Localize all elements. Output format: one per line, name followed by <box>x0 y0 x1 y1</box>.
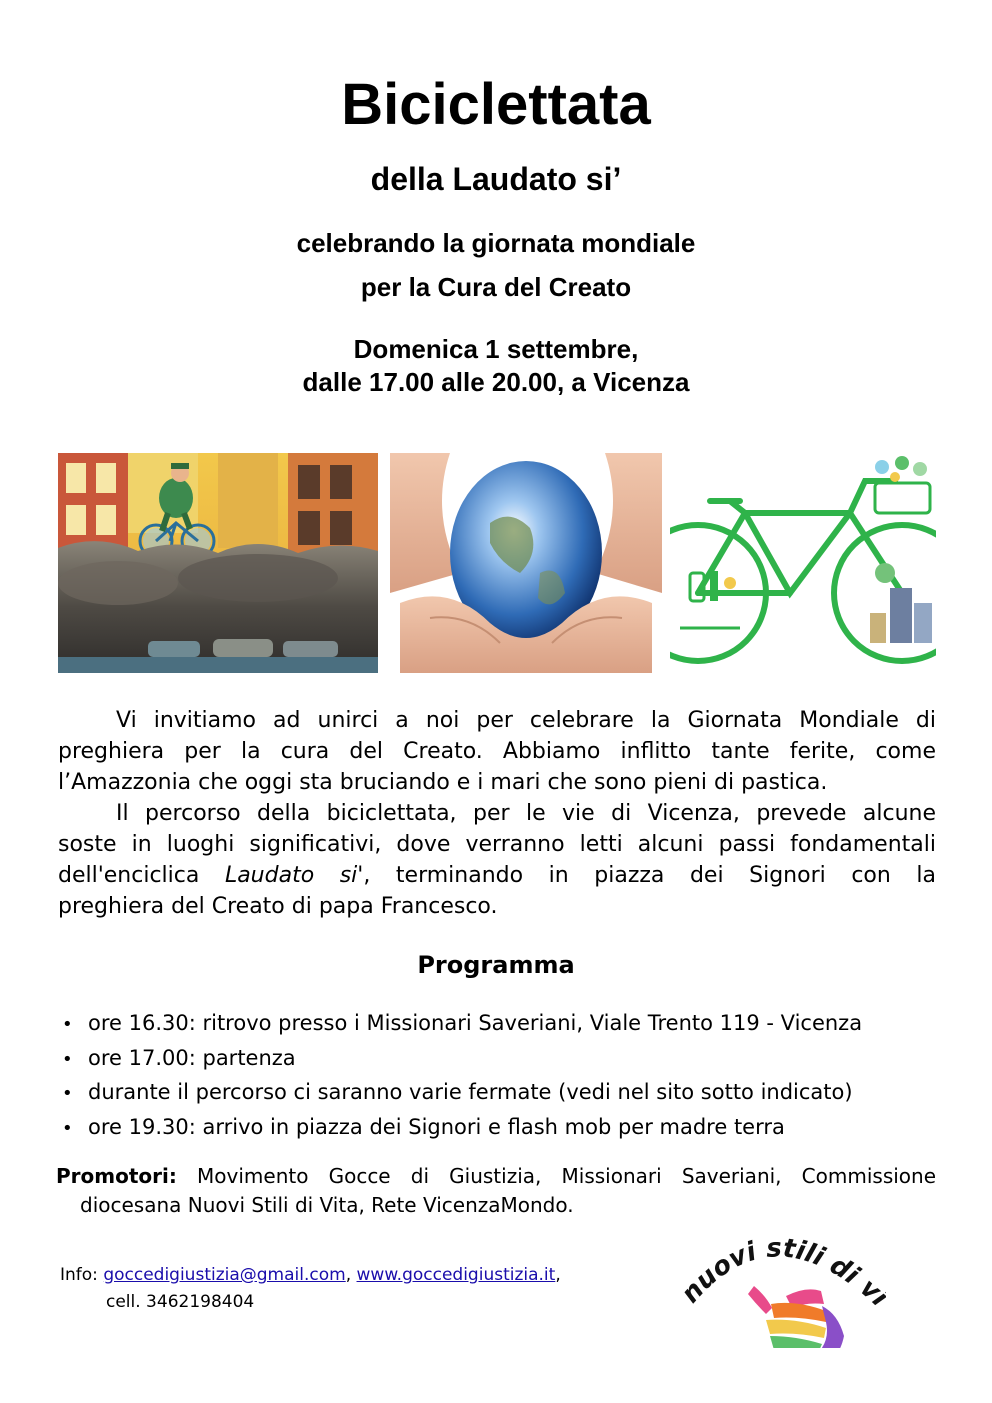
website-link[interactable]: www.goccedigiustizia.it <box>356 1265 556 1285</box>
email-link[interactable]: goccedigiustizia@gmail.com <box>103 1265 346 1285</box>
promoters-label: Promotori: <box>56 1164 177 1188</box>
intro-p2-line4: preghiera del Creato di papa Francesco. <box>58 894 498 919</box>
bullet-icon: • <box>62 1083 73 1104</box>
list-item: • ore 19.30: arrivo in piazza dei Signori e flash mob per madre terra <box>62 1111 862 1146</box>
page-title: Biciclettata <box>341 72 651 137</box>
info-block <box>60 1262 561 1316</box>
list-item: • ore 17.00: partenza <box>62 1042 862 1077</box>
date-line-1: Domenica 1 settembre, <box>353 334 639 364</box>
green-bicycle-image <box>670 453 936 673</box>
encyclical-title: Laudato si' <box>224 863 364 888</box>
bullet-icon: • <box>62 1117 73 1139</box>
svg-text:nuovi stili di vita <box>676 1216 886 1313</box>
intro-p1-line2: preghiera per la cura del Creato. Abbiamo inflitto tante ferite, come <box>58 739 936 764</box>
intro-p2-line2: soste in luoghi significativi, dove verranno letti alcuni passi fondamentali <box>58 832 936 857</box>
intro-p2-line3 <box>58 860 936 891</box>
list-item: • ore 16.30: ritrovo presso i Missionari Saveriani, Viale Trento 119 - Vicenza <box>62 1007 862 1042</box>
occasion-line-1: celebrando la giornata mondiale <box>296 228 696 258</box>
cyclist-smog-image <box>58 453 378 673</box>
info-line1: Info: goccedigiustizia@gmail.com, www.goccedigiustizia.it, <box>60 1265 561 1285</box>
intro-p2-line1: Il percorso della biciclettata, per le vie di Vicenza, prevede alcune <box>116 801 936 826</box>
page-subtitle: della Laudato si’ <box>370 161 622 197</box>
intro-p2-text-b: , terminando in piazza dei Signori con la <box>363 863 936 888</box>
occasion-line-2: per la Cura del Creato <box>360 272 632 302</box>
intro-p2-text-a: dell'enciclica <box>58 863 200 888</box>
programma-heading: Programma <box>417 951 575 979</box>
bullet-icon: • <box>62 1048 73 1070</box>
nuovi-stili-di-vita-logo <box>676 1216 886 1348</box>
logo-text: nuovi stili di v <box>676 1233 886 1310</box>
date-line-2: dalle 17.00 alle 20.00, a Vicenza <box>302 367 690 397</box>
intro-p1-line3: l’Amazzonia che oggi sta bruciando e i mari che sono pieni di pastica. <box>58 770 828 795</box>
bullet-icon: • <box>62 1014 73 1035</box>
promoters-block <box>56 1162 936 1220</box>
earth-in-hands-image <box>390 453 662 673</box>
promoters-line1: Promotori: Movimento Gocce di Giustizia, Missionari Saveriani, Commissione <box>56 1164 937 1188</box>
phone-number: cell. 3462198404 <box>106 1292 255 1312</box>
programma-list <box>62 1007 862 1145</box>
promoters-line2: diocesana Nuovi Stili di Vita, Rete VicenzaMondo. <box>80 1193 574 1217</box>
list-item: • durante il percorso ci saranno varie fermate (vedi nel sito sotto indicato) <box>62 1076 862 1111</box>
intro-p1-line1: Vi invitiamo ad unirci a noi per celebrare la Giornata Mondiale di <box>116 708 936 733</box>
